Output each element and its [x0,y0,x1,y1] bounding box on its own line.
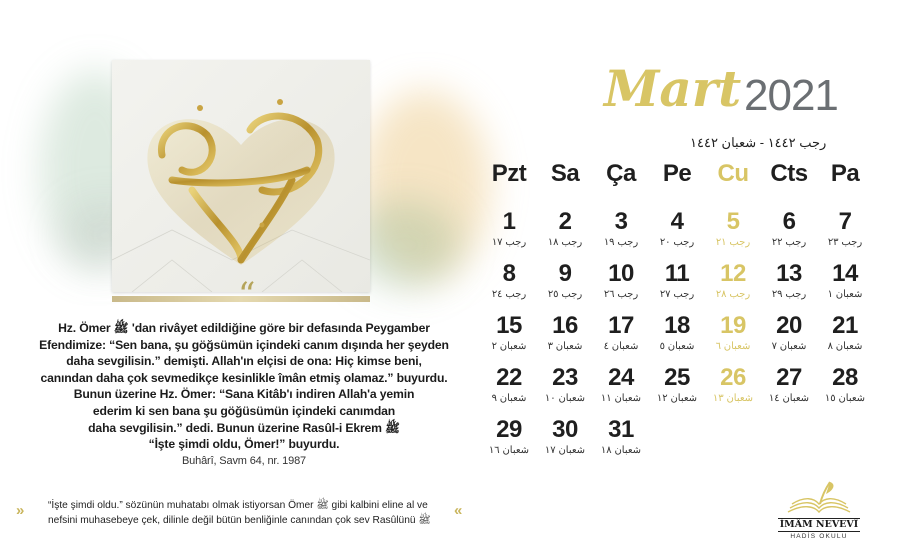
calendar-day[interactable] [537,260,593,301]
calendar-day[interactable] [593,416,649,457]
calendar-day[interactable] [761,312,817,353]
hijri-date: رجب ٢٥ [547,289,583,300]
hadith-text [38,320,450,469]
weekday-label: Pe [662,160,692,187]
calligraphy-artwork [112,60,370,292]
day-number: 15 [496,312,522,339]
calendar-day[interactable] [649,364,705,405]
hijri-date: رجب ١٨ [547,237,583,248]
hadith-line: Hz. Ömer ﷺ 'dan rivâyet edildiğine göre bir defasında Peygamber [58,321,430,335]
calendar-grid [476,208,896,478]
calendar-day[interactable] [705,208,761,249]
day-number: 9 [558,260,572,287]
calendar-day[interactable] [817,364,873,405]
hijri-date: رجب ٢٧ [659,289,695,300]
hijri-date: شعبان ٩ [491,393,527,404]
hijri-date: شعبان ١٠ [544,393,586,404]
hijri-date: رجب ٢٩ [771,289,807,300]
hijri-date: شعبان ٦ [715,341,751,352]
hadith-line: ederim ki sen bana şu göğüsümün içindeki canımdan [92,403,396,418]
hijri-date: رجب ١٧ [491,237,527,248]
weekday-label: Cts [770,160,808,187]
hijri-date: شعبان ١١ [600,393,642,404]
hijri-date: شعبان ١٦ [488,445,530,456]
hijri-date: شعبان ١ [827,289,863,300]
calendar-day[interactable] [705,364,761,405]
calendar-day[interactable] [817,208,873,249]
hijri-date: شعبان ٥ [659,341,695,352]
calendar-day[interactable] [537,208,593,249]
hijri-date: شعبان ١٤ [768,393,810,404]
hijri-date: شعبان ٣ [547,341,583,352]
day-number: 13 [776,260,802,287]
hijri-date: رجب ٢١ [715,237,751,248]
calendar-day[interactable] [481,416,537,457]
day-number: 14 [832,260,858,287]
hijri-date: رجب ٢٦ [603,289,639,300]
weekday-label: Cu [717,160,749,187]
weekday-label: Ça [606,160,636,187]
hadith-line: Efendimize: “Sen bana, şu göğsümün içindeki canım dışında her şeyden [39,337,449,352]
day-number: 12 [720,260,746,287]
day-number: 20 [776,312,802,339]
hijri-range: رجب ١٤٤٢ - شعبان ١٤٤٢ [690,135,827,150]
day-number: 6 [782,208,796,235]
calendar-day[interactable] [537,364,593,405]
quote-mark: “ [238,275,256,315]
day-number: 3 [614,208,628,235]
day-number: 24 [608,364,634,391]
hijri-date: رجب ٢٤ [491,289,527,300]
footer-line: nefsini muhasebeye çek, dilinle değil bütün benliğinle canından çok sev Rasûlünü ﷺ [48,515,431,526]
calendar-day[interactable] [537,416,593,457]
hijri-date: رجب ٢٣ [827,237,863,248]
logo-subtitle: HADİS OKULU [790,533,848,540]
calendar-day[interactable] [593,312,649,353]
hijri-date: رجب ٢٢ [771,237,807,248]
hijri-date: شعبان ٢ [491,341,527,352]
hijri-date: شعبان ٤ [603,341,639,352]
hadith-line: daha sevgilisin.” dedi. Bunun üzerine Rasûl-i Ekrem ﷺ [88,420,400,435]
day-number: 10 [608,260,634,287]
calendar-day[interactable] [593,260,649,301]
hadith-source: Buhârî, Savm 64, nr. 1987 [181,454,307,467]
footer-note [48,498,448,528]
hijri-date: شعبان ١٥ [824,393,866,404]
day-number: 19 [720,312,746,339]
day-number: 17 [608,312,634,339]
hijri-date: رجب ٢٨ [715,289,751,300]
calendar-day[interactable] [649,260,705,301]
school-logo [778,478,860,544]
hijri-date: رجب ٢٠ [659,237,695,248]
hijri-date: شعبان ٧ [771,341,807,352]
day-number: 30 [552,416,578,443]
day-number: 18 [664,312,690,339]
month-title: Mart [604,59,742,118]
calendar-day[interactable] [481,364,537,405]
heart-calligraphy-icon [112,60,370,292]
day-number: 7 [838,208,852,235]
logo-name: İMÂM NEVEVÎ [779,519,859,530]
calendar-day[interactable] [481,312,537,353]
day-number: 1 [502,208,516,235]
year-title: 2021 [744,71,838,120]
calendar-day[interactable] [593,208,649,249]
day-number: 11 [664,260,690,287]
calendar-day[interactable] [761,208,817,249]
weekday-label: Pzt [491,160,527,187]
hadith-line: canından daha çok sevmedikçe kesinlikle îmân etmiş olamaz.” buyurdu. [40,370,448,385]
calendar-day[interactable] [481,260,537,301]
day-number: 26 [720,364,746,391]
day-number: 31 [608,416,634,443]
hijri-date: رجب ١٩ [603,237,639,248]
day-number: 21 [832,312,858,339]
calendar-day[interactable] [817,312,873,353]
hijri-date: شعبان ١٨ [600,445,642,456]
day-number: 22 [496,364,522,391]
calendar-day[interactable] [761,364,817,405]
hadith-line: Bunun üzerine Hz. Ömer: “Sana Kitâb'ı indiren Allah'a yemin [73,387,415,402]
calendar-day[interactable] [761,260,817,301]
hijri-date: شعبان ١٧ [544,445,586,456]
calendar-day[interactable] [593,364,649,405]
calendar-day[interactable] [705,312,761,353]
day-number: 2 [558,208,572,235]
day-number: 28 [832,364,858,391]
weekday-label: Sa [550,160,580,187]
day-number: 29 [496,416,522,443]
hijri-date: شعبان ١٢ [656,393,698,404]
hadith-line: daha sevgilisin.” demişti. Allah'ın elçisi de ona: Hiç kimse beni, [66,354,422,369]
hijri-date: شعبان ٨ [827,341,863,352]
day-number: 16 [552,312,578,339]
weekday-label: Pa [830,160,860,187]
calendar-day[interactable] [649,208,705,249]
calendar-day[interactable] [817,260,873,301]
open-book-icon [778,478,860,518]
weekday-header [476,160,896,196]
day-number: 5 [726,208,740,235]
calendar-day[interactable] [649,312,705,353]
day-number: 23 [552,364,578,391]
day-number: 27 [776,364,802,391]
footer-line: “İşte şimdi oldu.” sözünün muhatabı olmak istiyorsan Ömer ﷺ gibi kalbini eline al ve [48,500,428,511]
day-number: 4 [670,208,684,235]
calendar-day[interactable] [537,312,593,353]
chevron-left-icon: » [16,502,22,519]
hijri-date: شعبان ١٣ [712,393,754,404]
day-number: 25 [664,364,690,391]
calendar-day[interactable] [481,208,537,249]
hadith-line: “İşte şimdi oldu, Ömer!” buyurdu. [148,437,340,452]
calendar-day[interactable] [705,260,761,301]
day-number: 8 [502,260,516,287]
chevron-right-icon: « [454,502,460,519]
